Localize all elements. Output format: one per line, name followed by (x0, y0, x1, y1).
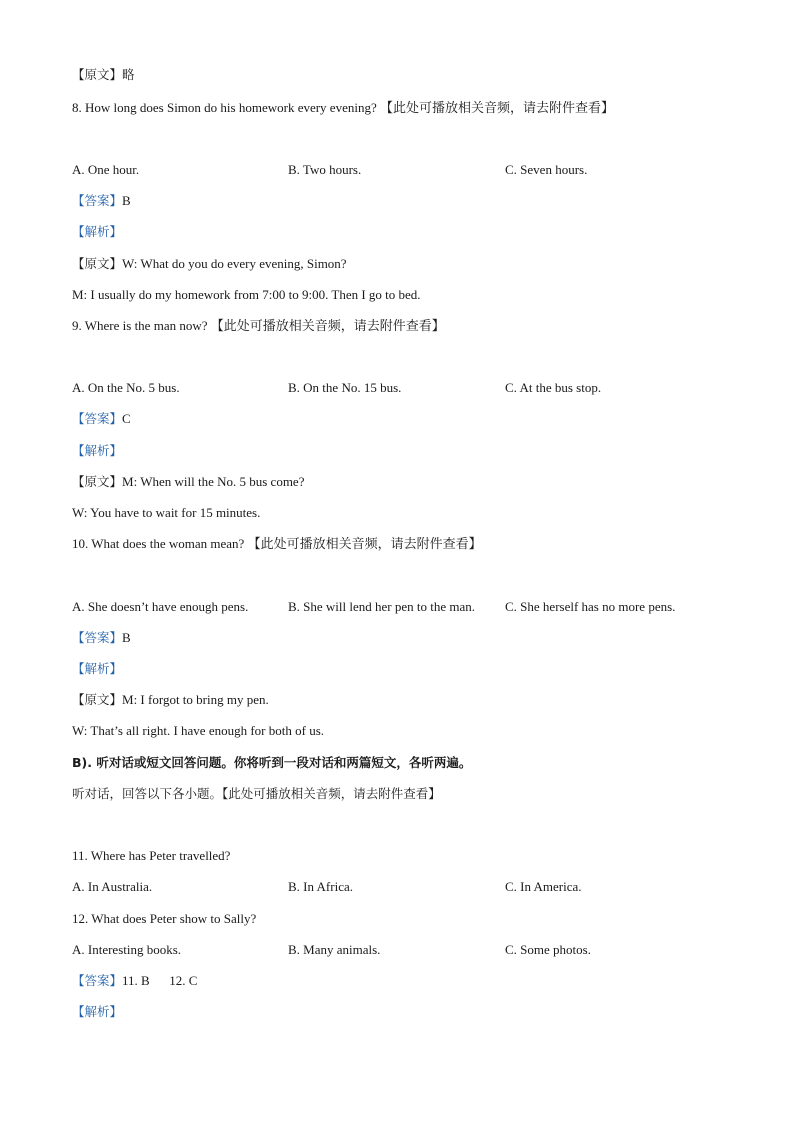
q10-analysis-tag: 【解析】 (72, 661, 123, 676)
q9-analysis-tag: 【解析】 (72, 443, 123, 458)
q11-12-answer (72, 973, 197, 989)
answer-tag: 【答案】 (72, 411, 123, 426)
answer-value: 11. B 12. C (122, 973, 198, 988)
answer-value: B (122, 193, 131, 208)
q11-12-analysis-tag: 【解析】 (72, 1004, 123, 1019)
transcript-text: M: When will the No. 5 bus come? (122, 474, 305, 489)
q9-option-b: B. On the No. 15 bus. (288, 380, 402, 395)
q11-option-b: B. In Africa. (288, 879, 353, 894)
q8-option-b: B. Two hours. (288, 162, 362, 177)
question-12: 12. What does Peter show to Sally? (72, 911, 257, 926)
original-text-omitted: 【原文】略 (72, 67, 135, 82)
q8-transcript-m: M: I usually do my homework from 7:00 to 9:00. Then I go to bed. (72, 287, 421, 302)
answer-tag: 【答案】 (72, 973, 123, 988)
q9-answer (72, 411, 131, 427)
q9-option-c: C. At the bus stop. (505, 380, 602, 395)
q9-transcript-m (72, 474, 304, 490)
q10-option-b: B. She will lend her pen to the man. (288, 599, 476, 614)
q12-option-a: A. Interesting books. (72, 942, 182, 957)
q9-transcript-w: W: You have to wait for 15 minutes. (72, 505, 261, 520)
q11-option-c: C. In America. (505, 879, 582, 894)
transcript-tag: 【原文】 (72, 692, 123, 707)
answer-value: C (122, 411, 131, 426)
transcript-tag: 【原文】 (72, 474, 123, 489)
q8-analysis-tag: 【解析】 (72, 224, 123, 239)
section-b-heading: B). 听对话或短文回答问题。你将听到一段对话和两篇短文，各听两遍。 (72, 755, 472, 770)
q11-option-a: A. In Australia. (72, 879, 153, 894)
question-8: 8. How long does Simon do his homework every evening? 【此处可播放相关音频，请去附件查看】 (72, 100, 614, 115)
q12-option-c: C. Some photos. (505, 942, 591, 957)
q9-option-a: A. On the No. 5 bus. (72, 380, 180, 395)
answer-tag: 【答案】 (72, 630, 123, 645)
q10-transcript-m (72, 692, 269, 708)
q10-answer (72, 630, 131, 646)
transcript-tag: 【原文】 (72, 256, 123, 271)
q8-option-a: A. One hour. (72, 162, 140, 177)
q8-option-c: C. Seven hours. (505, 162, 588, 177)
answer-value: B (122, 630, 131, 645)
q12-option-b: B. Many animals. (288, 942, 381, 957)
answer-tag: 【答案】 (72, 193, 123, 208)
question-10: 10. What does the woman mean? 【此处可播放相关音频，请去附件查看】 (72, 536, 482, 551)
q10-option-c: C. She herself has no more pens. (505, 599, 676, 614)
q8-answer (72, 193, 131, 209)
dialog-instruction: 听对话，回答以下各小题。【此处可播放相关音频，请去附件查看】 (72, 786, 441, 801)
q10-transcript-w: W: That’s all right. I have enough for both of us. (72, 723, 325, 738)
question-11: 11. Where has Peter travelled? (72, 848, 231, 863)
q8-transcript-w (72, 256, 347, 272)
q10-option-a: A. She doesn’t have enough pens. (72, 599, 249, 614)
transcript-text: M: I forgot to bring my pen. (122, 692, 269, 707)
question-9: 9. Where is the man now? 【此处可播放相关音频，请去附件查看】 (72, 318, 445, 333)
transcript-text: W: What do you do every evening, Simon? (122, 256, 347, 271)
